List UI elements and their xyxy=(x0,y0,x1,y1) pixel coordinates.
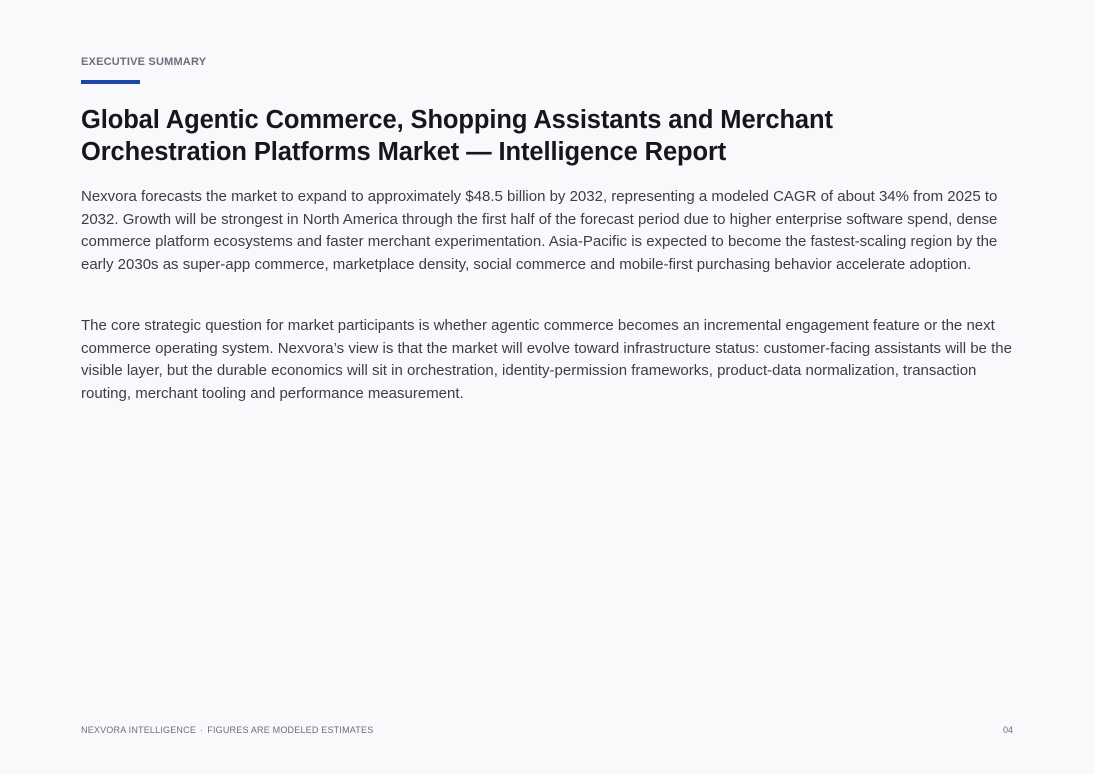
footer-disclaimer: FIGURES ARE MODELED ESTIMATES xyxy=(207,725,374,735)
footer-separator: · xyxy=(200,725,204,735)
footer-note xyxy=(81,724,373,736)
summary-paragraph-2: The core strategic question for market participants is whether agentic commerce becomes an incremental engagement feature or the next commerce operating system. Nexvora’s view is that the market will evolve toward infrastructure status: customer-facing assistants will be the visible layer, but the durable economics will sit in orchestration, identity-permission frameworks, product-data normalization, transaction routing, merchant tooling and performance measurement. xyxy=(81,317,1012,403)
summary-paragraph-1: Nexvora forecasts the market to expand to approximately $48.5 billion by 2032, representing a modeled CAGR of about 34% from 2025 to 2032. Growth will be strongest in North America through the first half of the forecast period due to higher enterprise software spend, dense commerce platform ecosystems and faster merchant experimentation. Asia-Pacific is expected to become the fastest-scaling region by the early 2030s as super-app commerce, marketplace density, social commerce and mobile-first purchasing behavior accelerate adoption. xyxy=(81,188,998,274)
page-number: 04 xyxy=(1002,725,1013,735)
page-title: Global Agentic Commerce, Shopping Assistants and Merchant Orchestration Platforms Market — Intelligence Report xyxy=(81,106,833,166)
section-eyebrow: EXECUTIVE SUMMARY xyxy=(81,56,207,68)
footer-brand: NEXVORA INTELLIGENCE xyxy=(81,725,197,735)
accent-rule xyxy=(81,80,140,84)
